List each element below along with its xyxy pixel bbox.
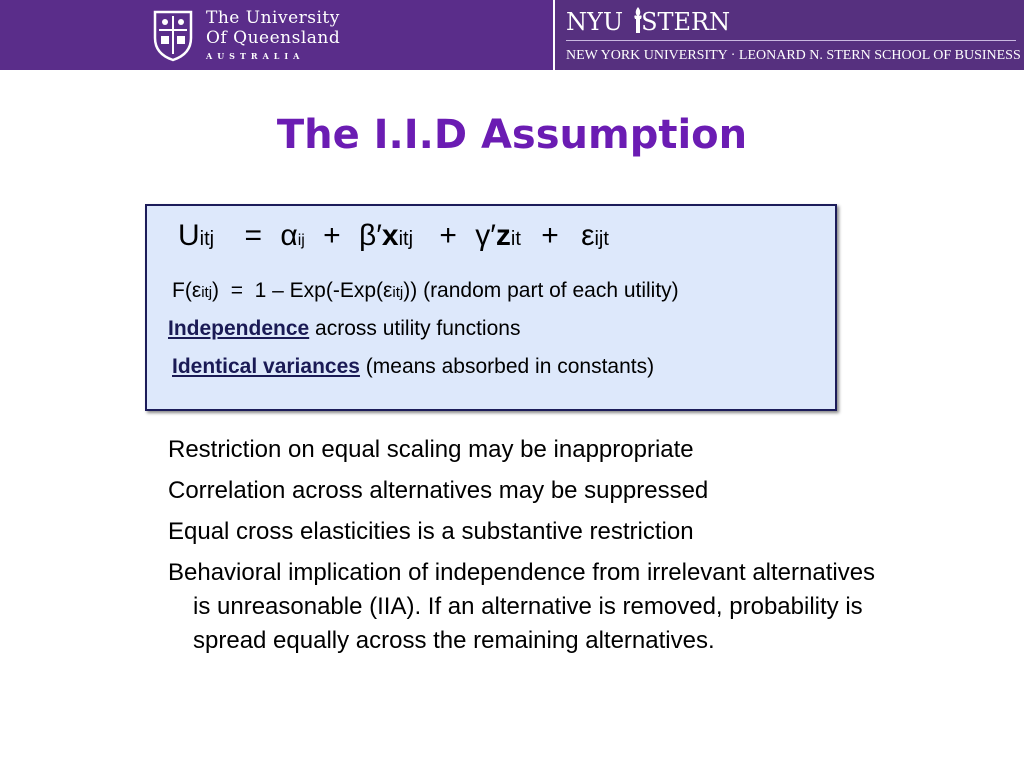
uq-name-line2: Of Queensland (206, 28, 341, 48)
cdf-mid: ) = 1 – Exp(-Exp( (212, 279, 384, 302)
nyu-wordmark-right: STERN (641, 8, 731, 36)
cdf-eps-1: ε (191, 279, 202, 302)
eq-alpha-sub: ij (297, 232, 305, 249)
eq-beta: β′ (359, 219, 382, 252)
nyu-torch-icon (631, 6, 645, 34)
cdf-sub-2: itj (392, 284, 404, 301)
eq-u-sub: itj (199, 228, 215, 250)
cdf-rhs: )) (random part of each utility) (403, 279, 679, 302)
nyu-subtitle: NEW YORK UNIVERSITY · LEONARD N. STERN SCHOOL OF BUSINESS (566, 48, 1021, 63)
eq-plus-3: + (541, 219, 559, 252)
cdf-eps-2: ε (383, 279, 393, 302)
eq-x: x (381, 219, 399, 252)
nyu-rule (566, 40, 1016, 41)
cdf-lhs: F( (172, 279, 192, 302)
eq-epsilon-sub: ijt (594, 228, 609, 250)
cdf-sub-1: itj (201, 284, 213, 301)
eq-plus-1: + (323, 219, 341, 252)
bullet-item: Restriction on equal scaling may be inappropriate (168, 436, 694, 463)
uq-name-line1: The University (206, 8, 340, 28)
bullet-item: Behavioral implication of independence from irrelevant alternatives is unreasonable (IIA). If an alternative is removed, probability is spread equally across the remaining alternatives. (168, 559, 876, 654)
eq-epsilon: ε (581, 219, 595, 252)
eq-x-sub: itj (398, 228, 414, 250)
uq-country: AUSTRALIA (206, 51, 305, 61)
bullet-list (168, 433, 888, 665)
independence-line (168, 317, 520, 341)
eq-equals: = (244, 219, 262, 252)
slide-title: The I.I.D Assumption (276, 112, 748, 158)
identical-variances-desc: (means absorbed in constants) (359, 355, 655, 378)
eq-plus-2: + (439, 219, 457, 252)
eq-gamma: γ′ (475, 219, 496, 252)
independence-desc: across utility functions (309, 317, 521, 340)
eq-z: z (495, 219, 511, 252)
cdf-line (172, 279, 679, 303)
eq-z-sub: it (510, 228, 521, 250)
utility-equation (178, 219, 609, 253)
nyu-wordmark-left: NYU (566, 8, 624, 36)
uq-crest-icon (151, 8, 195, 62)
identical-variances-line (172, 355, 654, 379)
header-banner (0, 0, 1024, 70)
nyu-stern-wordmark (566, 8, 730, 36)
bullet-item: Correlation across alternatives may be suppressed (168, 477, 709, 504)
eq-alpha: α (280, 219, 298, 252)
bullet-item: Equal cross elasticities is a substantive restriction (168, 518, 694, 545)
independence-term: Independence (168, 317, 310, 340)
eq-u: U (178, 219, 200, 252)
identical-variances-term: Identical variances (172, 355, 360, 378)
